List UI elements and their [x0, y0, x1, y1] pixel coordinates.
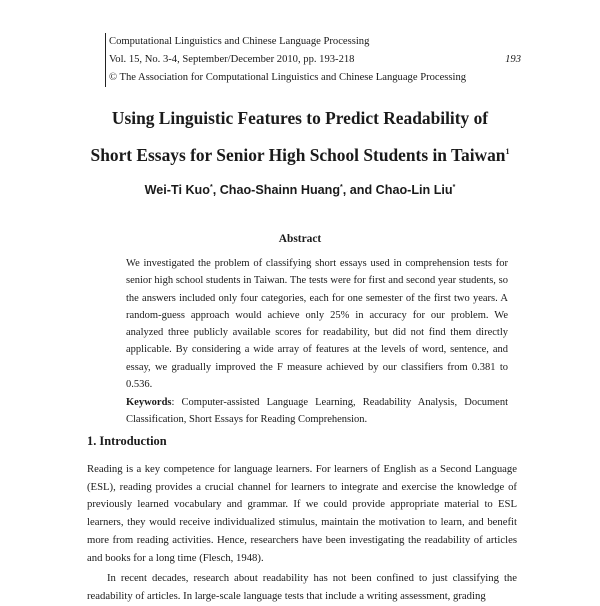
title-line-2-text: Short Essays for Senior High School Students in Taiwan	[90, 144, 506, 165]
author-3: Chao-Lin Liu	[375, 183, 453, 197]
keywords-text: : Computer-assisted Language Learning, Readability Analysis, Document Classification, Short Essays for Reading Comprehension.	[126, 397, 508, 426]
volume-info: Vol. 15, No. 3-4, September/December 2010, pp. 193-218	[109, 54, 355, 65]
page-number: 193	[505, 54, 521, 65]
author-2-mark: *	[340, 183, 343, 191]
author-list	[0, 183, 600, 197]
author-2: Chao-Shainn Huang	[219, 183, 341, 197]
section-heading-introduction: 1. Introduction	[87, 434, 167, 448]
paragraph: In recent decades, research about readability has not been confined to just classifying the readability of articles. In large-scale language tests that include a writing assessment, grading	[87, 572, 517, 602]
introduction-body	[87, 461, 517, 606]
abstract-text: We investigated the problem of classifying short essays used in comprehension tests for senior high school students in Taiwan. The tests were for first and second year students, so the answers included only four categories, each for one semester of the first two years. A random-guess approach would achieve only 25% in accuracy for our problem. We analyzed three publicly available scores for readability, but did not find them directly applicable. By considering a wide array of features at the levels of word, sentence, and essay, we gradually improved the F measure achieved by our classifiers from 0.381 to 0.536.	[126, 258, 508, 391]
title-line-1: Using Linguistic Features to Predict Readability of	[111, 108, 489, 128]
author-3-mark: *	[452, 183, 456, 191]
keywords	[126, 394, 508, 429]
title-footnote-mark[interactable]: 1	[505, 147, 510, 156]
keywords-label: Keywords	[126, 397, 172, 408]
copyright-line: © The Association for Computational Linguistics and Chinese Language Processing	[109, 72, 467, 83]
paragraph: Reading is a key competence for language learners. For learners of English as a Second Language (ESL), reading provides a crucial channel for learners to integrate and exercise the knowledge of previously learned vocabulary and grammar. If we could provide appropriate material to ESL learners, they would receive individualized stimulus, maintain the motivation to learn, and benefit more from reading activities. Hence, researchers have been investigating the readability of articles and books for a long time (Flesch, 1948).	[87, 463, 517, 564]
author-1-mark: *	[209, 183, 213, 191]
volume-line	[109, 51, 521, 69]
author-separator-1: ,	[212, 183, 220, 197]
title-line-2	[60, 135, 540, 172]
journal-name: Computational Linguistics and Chinese Language Processing	[109, 36, 370, 47]
author-1: Wei-Ti Kuo	[144, 183, 210, 197]
abstract-heading: Abstract	[278, 233, 322, 245]
paper-title	[60, 102, 540, 172]
running-header	[105, 33, 521, 87]
author-separator-2: , and	[342, 183, 376, 197]
